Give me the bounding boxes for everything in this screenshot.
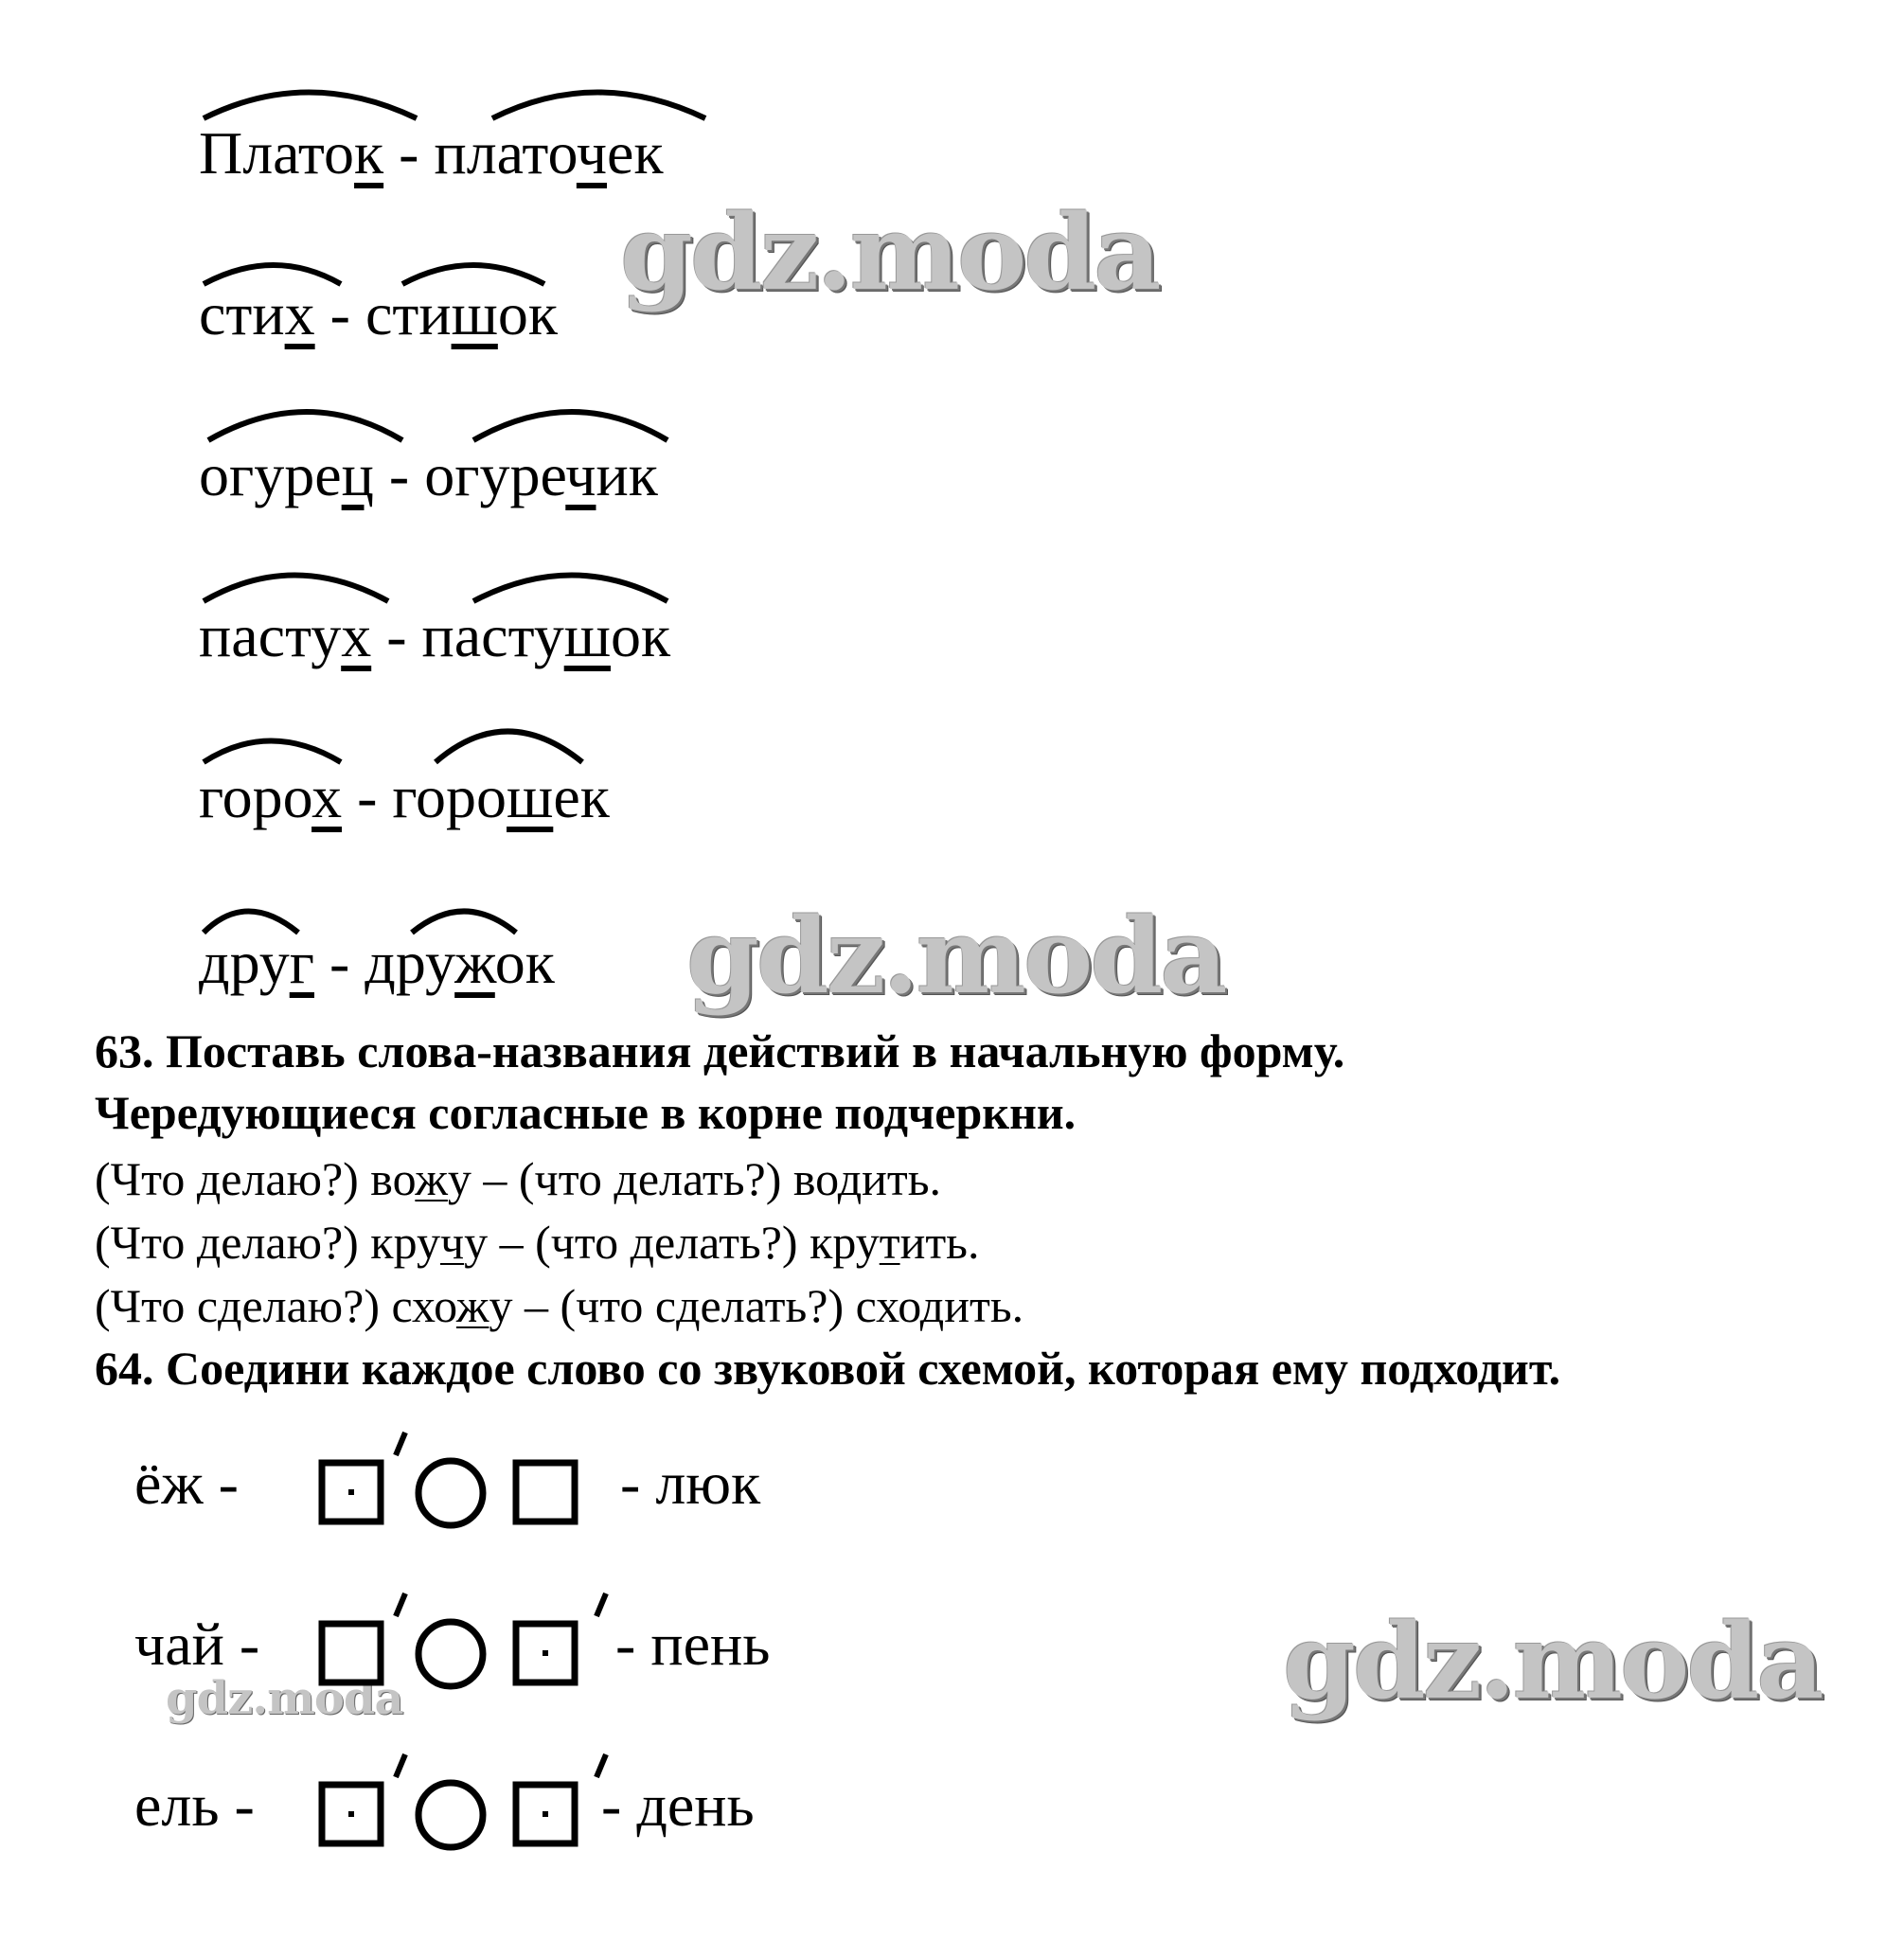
word-pair-3 bbox=[199, 441, 658, 508]
word-pair-6 bbox=[199, 929, 555, 996]
word-pair-5 bbox=[199, 763, 610, 830]
sound-scheme-1 bbox=[312, 1415, 615, 1548]
word-2: стишок bbox=[365, 280, 558, 347]
task63-line-3: (Что сделаю?) схожу – (что сделать?) сходить. bbox=[95, 1279, 1024, 1332]
root-arcs bbox=[199, 80, 805, 156]
task63-line-1: (Что делаю?) вожу – (что делать?) водить. bbox=[95, 1152, 942, 1205]
root-arcs bbox=[199, 895, 805, 970]
watermark-1: gdz.moda bbox=[620, 191, 1159, 313]
sound-scheme-2 bbox=[312, 1576, 634, 1709]
dash: - bbox=[313, 929, 365, 996]
word-1: стих bbox=[199, 280, 315, 347]
watermark-4: gdz.moda bbox=[166, 1672, 403, 1725]
word-2: огуречик bbox=[424, 441, 658, 508]
word-2: дружок bbox=[365, 929, 555, 996]
task63-line-2: (Что делаю?) кручу – (что делать?) крутить. bbox=[95, 1216, 980, 1269]
word-1: Платок bbox=[199, 119, 384, 187]
word-2: платочек bbox=[434, 119, 664, 187]
word-1: огурец bbox=[199, 441, 374, 508]
dash: - bbox=[314, 280, 365, 347]
dash: - bbox=[383, 119, 435, 187]
scheme-row-3-right: - день bbox=[601, 1771, 755, 1839]
word-1: пастух bbox=[199, 602, 372, 669]
word-pair-1 bbox=[199, 119, 664, 187]
watermark-2: gdz.moda bbox=[686, 895, 1225, 1017]
dash: - bbox=[373, 441, 425, 508]
scheme-row-2-right: - пень bbox=[615, 1611, 771, 1678]
word-1: друг bbox=[199, 929, 314, 996]
root-arcs bbox=[199, 724, 805, 800]
sound-scheme-3 bbox=[312, 1737, 634, 1870]
word-2: пастушок bbox=[421, 602, 671, 669]
word-1: горох bbox=[199, 763, 343, 830]
task63-instruction: Чередующиеся согласные в корне подчеркни. bbox=[95, 1086, 1077, 1139]
word-pair-4 bbox=[199, 602, 671, 669]
word-2: горошек bbox=[392, 763, 610, 830]
dash: - bbox=[342, 763, 393, 830]
task63-title: 63. Поставь слова-названия действий в начальную форму. bbox=[95, 1024, 1345, 1077]
word-pair-2 bbox=[199, 280, 558, 347]
scheme-row-3-left: ель - bbox=[134, 1771, 255, 1839]
dash: - bbox=[371, 602, 422, 669]
scheme-row-2-left: чай - bbox=[134, 1611, 260, 1678]
root-arcs bbox=[199, 563, 805, 639]
scheme-row-1-left: ёж - bbox=[134, 1450, 239, 1517]
root-arcs bbox=[199, 402, 805, 478]
watermark-3: gdz.moda bbox=[1283, 1600, 1822, 1722]
root-arcs bbox=[199, 246, 805, 322]
scheme-row-1-right: - люк bbox=[620, 1450, 761, 1517]
task64-title: 64. Соедини каждое слово со звуковой схемой, которая ему подходит. bbox=[95, 1342, 1561, 1395]
